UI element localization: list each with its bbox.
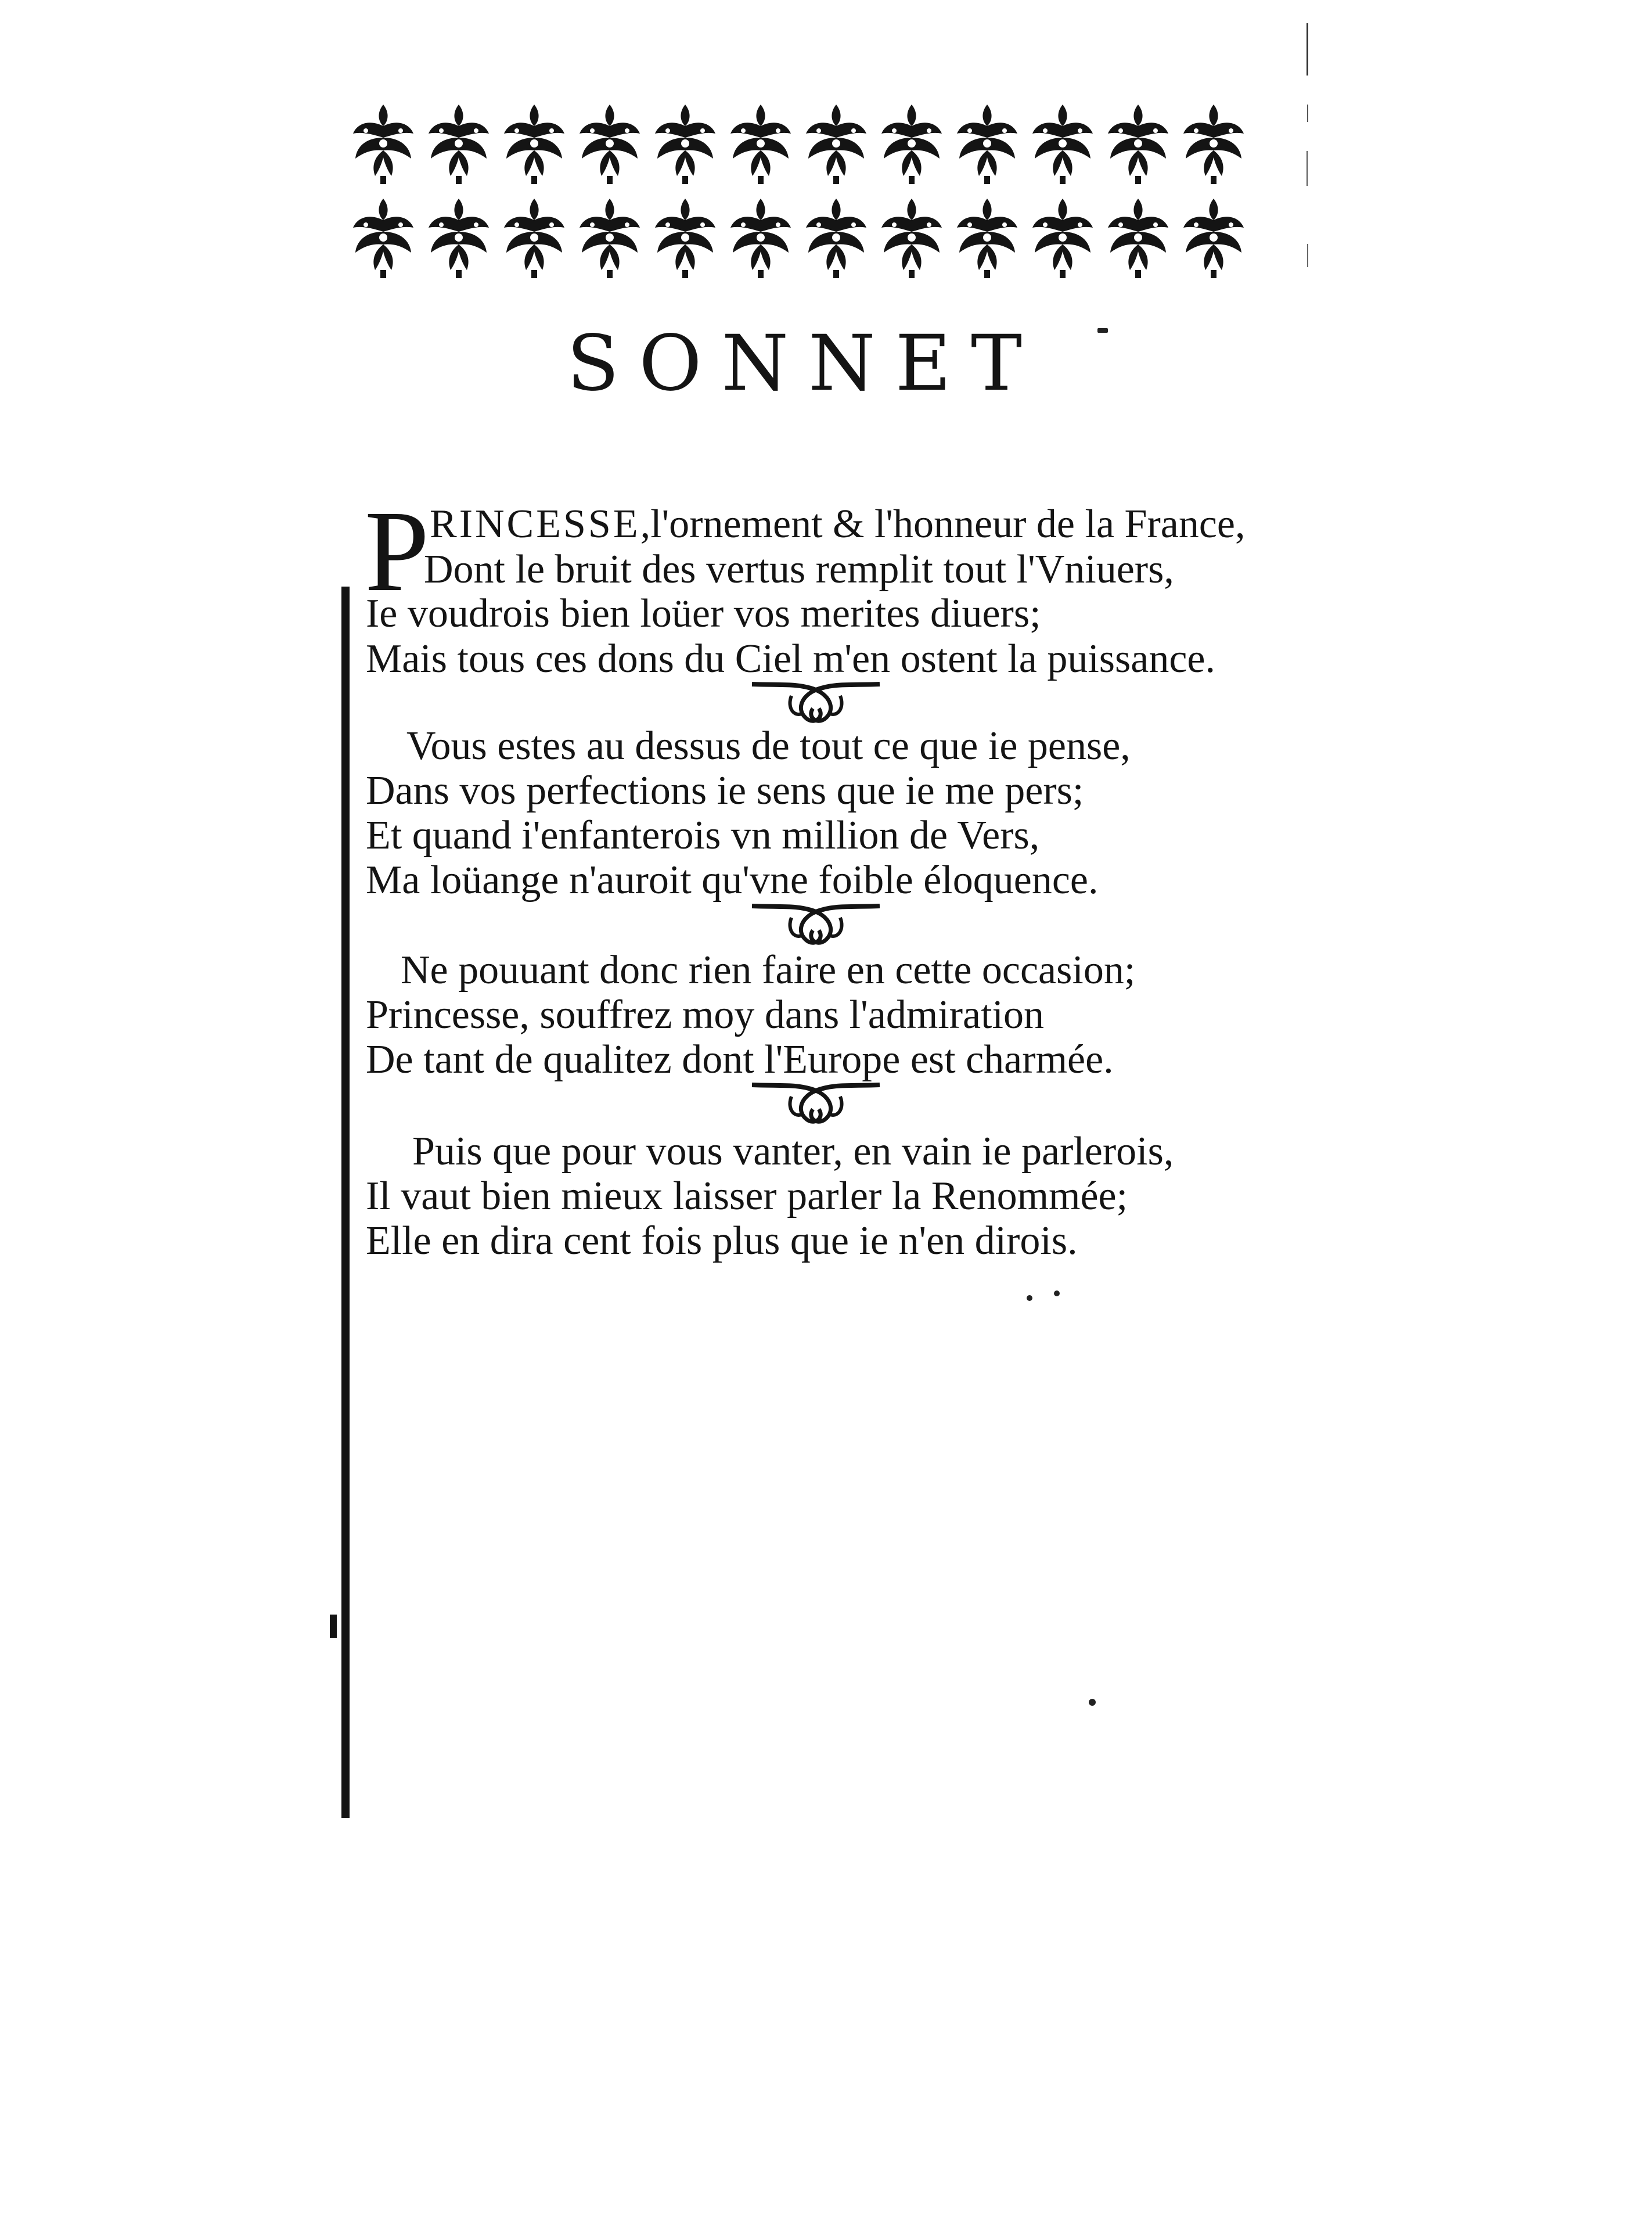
- print-speck: [1027, 1295, 1032, 1301]
- left-margin-rule: [341, 587, 350, 1818]
- stanza4-line2: Il vaut bien mieux laisser parler la Renommée;: [366, 1174, 1128, 1218]
- stanza4-line3: Elle en dira cent fois plus que ie n'en dirois.: [366, 1218, 1078, 1263]
- stanza3-line1: Ne pouuant donc rien faire en cette occasion;: [401, 948, 1136, 993]
- stanza3-line3: De tant de qualitez dont l'Europe est charmée.: [366, 1037, 1114, 1082]
- fleuron-band-icon: [348, 102, 1260, 282]
- stanza1-line4: Mais tous ces dons du Ciel m'en ostent la puissance.: [366, 637, 1215, 681]
- print-speck: [1054, 1290, 1060, 1296]
- stanza1-line1: [430, 504, 1245, 545]
- page-edge-marks: [1305, 23, 1310, 279]
- drop-cap: P: [365, 487, 430, 616]
- stanza2-line1: Vous estes au dessus de tout ce que ie pense,: [406, 724, 1131, 768]
- stanza3-line2: Princesse, souffrez moy dans l'admiration: [366, 993, 1044, 1037]
- print-speck: [1089, 1699, 1096, 1706]
- print-speck: [1097, 328, 1108, 333]
- vine-ornament-icon: [746, 900, 886, 952]
- stanza2-line2: Dans vos perfections ie sens que ie me pers;: [366, 768, 1084, 813]
- vine-ornament-icon: [746, 1079, 886, 1131]
- margin-speck: [330, 1615, 337, 1638]
- stanza4-line1: Puis que pour vous vanter, en vain ie parlerois,: [412, 1129, 1174, 1174]
- stanza1-line1-smallcaps: RINCESSE: [430, 502, 640, 547]
- stanza2-line3: Et quand i'enfanterois vn million de Vers,: [366, 813, 1040, 858]
- stanza1-line3: Ie voudrois bien loüer vos merites diuers;: [366, 591, 1041, 636]
- stanza1-line2: Dont le bruit des vertus remplit tout l'Vniuers,: [424, 547, 1174, 592]
- page-title: SONNET: [566, 319, 1042, 408]
- stanza1-line1-rest: ,l'ornement & l'honneur de la France,: [640, 502, 1246, 547]
- vine-ornament-icon: [746, 678, 886, 731]
- stanza2-line4: Ma loüange n'auroit qu'vne foible éloquence.: [366, 858, 1099, 903]
